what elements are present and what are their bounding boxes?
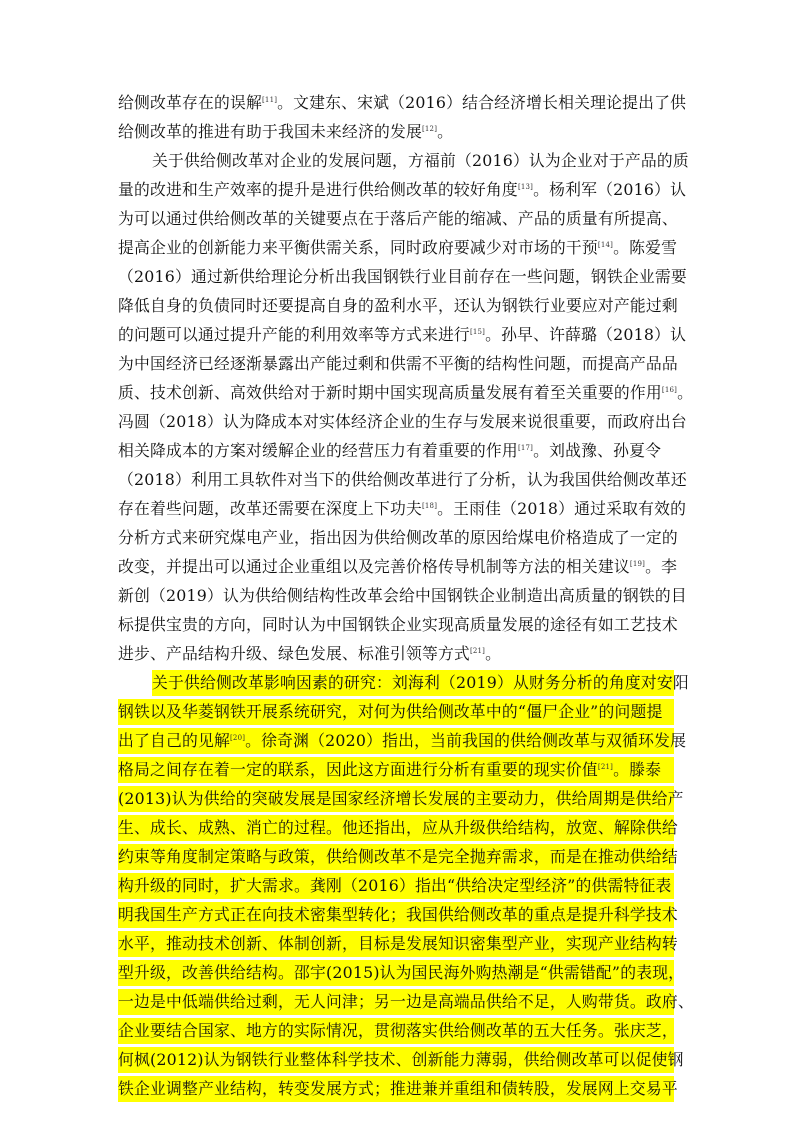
highlighted-line: 构升级的同时，扩大需求。龚刚（2016）指出“供给决定型经济”的供需特征表 xyxy=(118,873,674,899)
highlighted-line: 型升级，改善供给结构。邵宇(2015)认为国民海外购热潮是“供需错配”的表现， xyxy=(118,960,674,986)
highlighted-line: (2013)认为供给的突破发展是国家经济增长发展的主要动力，供给周期是供给产 xyxy=(118,786,674,812)
citation: [16] xyxy=(661,386,678,394)
highlighted-line: 约束等角度制定策略与政策，供给侧改革不是完全抛弃需求，而是在推动供给结 xyxy=(118,844,674,870)
paragraph-2-line: 提高企业的创新能力来平衡供需关系，同时政府要减少对市场的干预[14]。陈爱雪 xyxy=(118,238,678,257)
highlighted-line: 一边是中低端供给过剩，无人问津；另一边是高端品供给不足，人购带货。政府、 xyxy=(118,989,674,1015)
highlighted-line: 水平，推动技术创新、体制创新，目标是发展知识密集型产业，实现产业结构转 xyxy=(118,931,674,957)
citation: [12] xyxy=(421,125,438,133)
paragraph-2-line: 标提供宝贵的方向，同时认为中国钢铁企业实现高质量发展的途径有如工艺技术 xyxy=(118,615,678,634)
citation: [20] xyxy=(229,734,246,742)
paragraph-2-line: 降低自身的负债同时还要提高自身的盈利水平，还认为钢铁行业要应对产能过剩 xyxy=(118,296,678,315)
citation: [11] xyxy=(261,96,278,104)
highlighted-line: 铁企业调整产业结构，转变发展方式；推进兼并重组和债转股，发展网上交易平 xyxy=(118,1076,674,1102)
highlighted-line: 生、成长、成熟、消亡的过程。他还指出，应从升级供给结构，放宽、解除供给 xyxy=(118,815,674,841)
paragraph-2-line: 存在着些问题，改革还需要在深度上下功夫[18]。王雨佳（2018）通过采取有效的 xyxy=(118,499,687,518)
citation: [14] xyxy=(597,241,614,249)
paragraph-2-line: 的问题可以通过提升产能的利用效率等方式来进行[15]。孙早、许薛璐（2018）认 xyxy=(118,325,687,344)
highlighted-line: 关于供给侧改革影响因素的研究：刘海利（2019）从财务分析的角度对安阳 xyxy=(152,670,674,696)
citation: [17] xyxy=(517,444,534,452)
paragraph-2-line: （2016）通过新供给理论分析出我国钢铁行业目前存在一些问题，钢铁企业需要 xyxy=(118,267,687,286)
citation: [15] xyxy=(469,328,486,336)
paragraph-2-line: 为可以通过供给侧改革的关键要点在于落后产能的缩减、产品的质量有所提高、 xyxy=(118,209,678,228)
citation: [18] xyxy=(421,502,438,510)
paragraph-2-line: 关于供给侧改革对企业的发展问题，方福前（2016）认为企业对于产品的质 xyxy=(152,151,689,170)
highlighted-line: 钢铁以及华菱钢铁开展系统研究，对何为供给侧改革中的“僵尸企业”的问题提 xyxy=(118,699,674,725)
highlighted-line: 企业要结合国家、地方的实际情况，贯彻落实供给侧改革的五大任务。张庆芝， xyxy=(118,1018,674,1044)
citation: [21] xyxy=(469,647,486,655)
paragraph-2-line: （2018）利用工具软件对当下的供给侧改革进行了分析，认为我国供给侧改革还 xyxy=(118,470,687,489)
citation: [21] xyxy=(597,763,614,771)
paragraph-1-line: 给侧改革存在的误解[11]。文建东、宋斌（2016）结合经济增长相关理论提出了供 xyxy=(118,93,687,112)
paragraph-2-line: 相关降成本的方案对缓解企业的经营压力有着重要的作用[17]。刘战豫、孙夏令 xyxy=(118,441,662,460)
paragraph-2-line: 量的改进和生产效率的提升是进行供给侧改革的较好角度[13]。杨利军（2016）认 xyxy=(118,180,687,199)
paragraph-1-line: 给侧改革的推进有助于我国未来经济的发展[12]。 xyxy=(118,122,454,141)
paragraph-2-line: 新创（2019）认为供给侧结构性改革会给中国钢铁企业制造出高质量的钢铁的目 xyxy=(118,586,687,605)
citation: [13] xyxy=(517,183,534,191)
paragraph-2-line: 进步、产品结构升级、绿色发展、标准引领等方式[21]。 xyxy=(118,644,502,663)
highlighted-line: 格局之间存在着一定的联系，因此这方面进行分析有重要的现实价值[21]。滕泰 xyxy=(118,757,674,783)
citation: [19] xyxy=(629,560,646,568)
highlighted-line: 何枫(2012)认为钢铁行业整体科学技术、创新能力薄弱，供给侧改革可以促使钢 xyxy=(118,1047,674,1073)
highlighted-line: 出了自己的见解[20]。徐奇渊（2020）指出，当前我国的供给侧改革与双循环发展 xyxy=(118,728,674,754)
paragraph-2-line: 改变，并提出可以通过企业重组以及完善价格传导机制等方法的相关建议[19]。李 xyxy=(118,557,678,576)
paragraph-2-line: 质、技术创新、高效供给对于新时期中国实现高质量发展有着至关重要的作用[16]。 xyxy=(118,383,694,402)
highlighted-line: 明我国生产方式正在向技术密集型转化；我国供给侧改革的重点是提升科学技术 xyxy=(118,902,674,928)
paragraph-2-line: 为中国经济已经逐渐暴露出产能过剩和供需不平衡的结构性问题，而提高产品品 xyxy=(118,354,678,373)
paragraph-2-line: 分析方式来研究煤电产业，指出因为供给侧改革的原因给煤电价格造成了一定的 xyxy=(118,528,678,547)
paragraph-2-line: 冯圆（2018）认为降成本对实体经济企业的生存与发展来说很重要，而政府出台 xyxy=(118,412,687,431)
